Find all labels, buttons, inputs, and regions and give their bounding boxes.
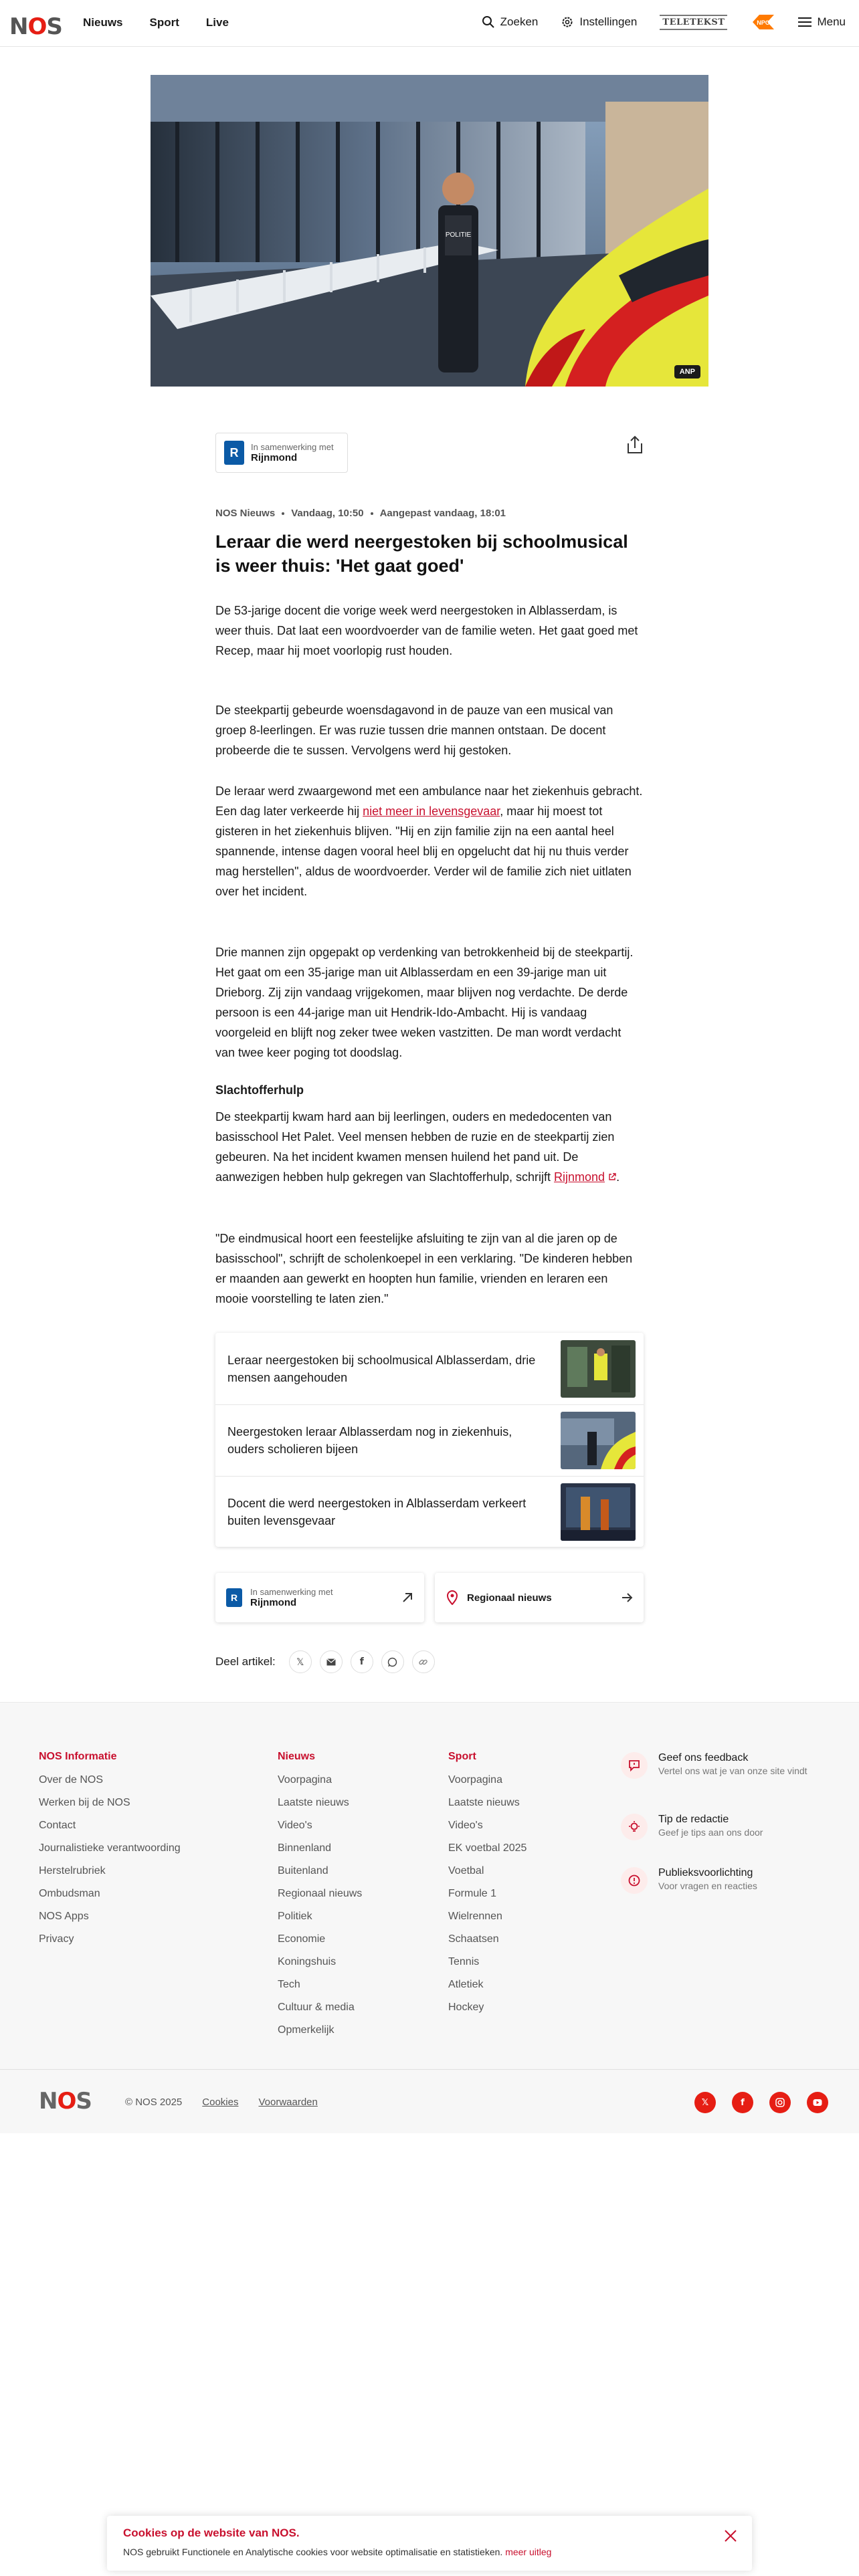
share-copy-link-button[interactable] xyxy=(412,1650,435,1673)
footer-link[interactable]: Video's xyxy=(448,1820,483,1831)
menu-button[interactable] xyxy=(798,15,846,29)
nav-sport[interactable]: Sport xyxy=(149,16,179,29)
social-links xyxy=(694,2092,828,2113)
separator-dot xyxy=(371,512,373,515)
settings-label: Instellingen xyxy=(579,15,638,28)
site-header xyxy=(0,0,859,47)
related-thumbnail xyxy=(561,1483,636,1541)
regional-news-box[interactable] xyxy=(435,1573,644,1622)
footer-link[interactable]: Politiek xyxy=(278,1911,312,1922)
footer-link[interactable]: Laatste nieuws xyxy=(448,1797,520,1808)
facebook-social-icon[interactable]: f xyxy=(732,2092,753,2113)
teletekst-link[interactable]: TELETEKST xyxy=(660,15,727,30)
cookies-link[interactable]: Cookies xyxy=(202,2097,239,2108)
cookie-more-link[interactable]: meer uitleg xyxy=(505,2547,552,2557)
related-item[interactable] xyxy=(215,1404,644,1476)
article-published: Vandaag, 10:50 xyxy=(291,508,364,519)
card-subtitle: Voor vragen en reacties xyxy=(658,1881,757,1891)
photo-credit: ANP xyxy=(674,365,700,379)
footer-col-sport xyxy=(448,1751,527,2024)
footer-link[interactable]: Koningshuis xyxy=(278,1956,337,1967)
share-row xyxy=(215,1650,435,1673)
nos-logo[interactable]: NOS xyxy=(9,13,62,40)
footer-link[interactable]: Economie xyxy=(278,1933,326,1945)
regional-news-label: Regionaal nieuws xyxy=(467,1592,552,1604)
terms-link[interactable]: Voorwaarden xyxy=(258,2097,318,2108)
card-subtitle: Vertel ons wat je van onze site vindt xyxy=(658,1765,807,1776)
related-title: Neergestoken leraar Alblasserdam nog in ziekenhuis, ouders scholieren bijeen xyxy=(227,1425,512,1456)
card-title: Publieksvoorlichting xyxy=(658,1867,753,1879)
collab-prefix: In samenwerking met xyxy=(251,442,334,452)
external-link-icon xyxy=(608,1173,616,1181)
footer-link[interactable]: Binnenland xyxy=(278,1842,332,1854)
share-facebook-button[interactable] xyxy=(351,1650,373,1673)
footer-link[interactable]: Cultuur & media xyxy=(278,2002,355,2013)
cookie-body: NOS gebruikt Functionele en Analytische cookies voor website optimalisatie en statistieken. xyxy=(123,2547,506,2557)
article-paragraph-1: De 53-jarige docent die vorige week werd neergestoken in Alblasserdam, is weer thuis. Dat laat een woordvoerder van de familie weten. Het gaat goed met Recep, maar hij moet voorlopig rust houden. xyxy=(215,604,638,657)
footer-link[interactable]: Hockey xyxy=(448,2002,484,2013)
paragraph-text: . xyxy=(616,1170,620,1184)
footer-link[interactable]: Atletiek xyxy=(448,1979,484,1990)
collab-badge[interactable] xyxy=(215,433,348,473)
card-title: Geef ons feedback xyxy=(658,1752,749,1763)
settings-button[interactable] xyxy=(561,15,637,29)
copyright: © NOS 2025 xyxy=(125,2097,183,2108)
rijnmond-link[interactable]: Rijnmond xyxy=(554,1170,605,1184)
article-paragraph-2: De steekpartij gebeurde woensdagavond in de pauze van een musical van groep 8-leerlingen. Er was ruzie tussen drie mannen ontstaan. De docent probeerde die te sussen. Vervolgens werd hij gestoken. xyxy=(215,704,613,757)
paragraph-text: De leraar werd zwaargewond met een ambulance naar het ziekenhuis gebracht. Een dag later verkeerde hij xyxy=(215,784,643,818)
separator-dot xyxy=(282,512,284,515)
article-paragraph-4: Drie mannen zijn opgepakt op verdenking van betrokkenheid bij de steekpartij. Het gaat om een 35-jarige man uit Alblasserdam en een 39-jarige man uit Drieborg. Zij zijn vandaag vrijgekomen, maar blijven nog verdachte. De derde persoon is een 44-jarige man uit Hendrik-Ido-Ambacht. Hij is vandaag voorgeleid en blijft nog zeker twee weken vastzitten. De man wordt verdacht van twee keer poging tot doodslag. xyxy=(215,946,634,1059)
footer-link[interactable]: Laatste nieuws xyxy=(278,1797,349,1808)
cookie-close-button[interactable] xyxy=(723,2528,739,2544)
npo-logo[interactable] xyxy=(750,12,775,32)
cookie-text xyxy=(123,2547,736,2557)
youtube-social-icon[interactable] xyxy=(807,2092,828,2113)
gear-icon xyxy=(561,15,574,29)
footer-nos-logo[interactable]: NOS xyxy=(39,2088,92,2115)
nav-nieuws[interactable]: Nieuws xyxy=(83,16,123,29)
arrow-up-right-icon xyxy=(401,1592,413,1604)
footer-link[interactable]: Buitenland xyxy=(278,1865,328,1876)
share-whatsapp-button[interactable] xyxy=(381,1650,404,1673)
footer-link[interactable]: Schaatsen xyxy=(448,1933,499,1945)
hero-image xyxy=(151,75,708,387)
x-social-icon[interactable]: 𝕏 xyxy=(694,2092,716,2113)
footer-link[interactable]: Formule 1 xyxy=(448,1888,497,1899)
tip-card[interactable] xyxy=(621,1814,814,1840)
paragraph-text: De steekpartij kwam hard aan bij leerlingen, ouders en mededocenten van basisschool Het Palet. Veel mensen hebben de ruzie en de steekpartij zien gebeuren. Na het incident kwamen mensen huilend het pand uit. De aanwezigen hebben hulp gekregen van Slachtofferhulp, schrijft xyxy=(215,1110,615,1184)
footer-link[interactable]: Voorpagina xyxy=(448,1774,502,1786)
footer-link[interactable]: Voorpagina xyxy=(278,1774,332,1786)
hamburger-icon xyxy=(798,17,812,27)
share-icon xyxy=(626,435,644,455)
lightbulb-icon xyxy=(621,1814,648,1840)
related-item[interactable] xyxy=(215,1476,644,1547)
footer-link[interactable]: Tech xyxy=(278,1979,300,1990)
footer-link[interactable]: Contact xyxy=(39,1820,76,1831)
article-paragraph-5 xyxy=(215,1107,644,1187)
instagram-social-icon[interactable] xyxy=(769,2092,791,2113)
footer-link[interactable]: Herstelrubriek xyxy=(39,1865,106,1876)
npo-text: NPO xyxy=(757,19,771,26)
police-text: POLITIE xyxy=(445,231,472,239)
footer-col-nieuws xyxy=(278,1751,362,2046)
footer-link[interactable]: Journalistieke verantwoording xyxy=(39,1842,181,1854)
related-thumbnail xyxy=(561,1412,636,1469)
related-thumbnail xyxy=(561,1340,636,1398)
footer-link[interactable]: Over de NOS xyxy=(39,1774,104,1786)
search-button[interactable] xyxy=(482,15,539,29)
search-label: Zoeken xyxy=(500,15,539,28)
cookie-title: Cookies op de website van NOS. xyxy=(123,2527,300,2539)
footer-col-title: Nieuws xyxy=(278,1751,316,1762)
article-title: Leraar die werd neergestoken bij schoolmusical is weer thuis: 'Het gaat goed' xyxy=(215,532,628,576)
hero-photo xyxy=(151,75,708,387)
close-icon xyxy=(723,2528,739,2544)
collab-prefix: In samenwerking met xyxy=(250,1587,333,1597)
facebook-icon: f xyxy=(359,1656,364,1667)
footer-link[interactable]: Ombudsman xyxy=(39,1888,100,1899)
collab-partner: Rijnmond xyxy=(250,1597,297,1608)
collab-box[interactable] xyxy=(215,1573,424,1622)
mail-icon xyxy=(326,1658,336,1666)
footer-link[interactable]: Regionaal nieuws xyxy=(278,1888,363,1899)
search-icon xyxy=(482,15,495,29)
cookie-banner xyxy=(107,2516,752,2571)
article-updated: Aangepast vandaag, 18:01 xyxy=(379,508,506,519)
footer-link[interactable]: Wielrennen xyxy=(448,1911,502,1922)
article-paragraph-6: "De eindmusical hoort een feestelijke afsluiting te zijn van al die jaren op de basisschool", schrijft de scholenkoepel in een verklaring. "De kinderen hebben er maanden aan gewerkt en hoopten hun familie, vrienden en leraren een mooie voorstelling te laten zien." xyxy=(215,1232,633,1305)
whatsapp-icon xyxy=(387,1657,397,1667)
footer-col-title: NOS Informatie xyxy=(39,1751,117,1762)
card-subtitle: Geef je tips aan ons door xyxy=(658,1827,763,1838)
article-meta xyxy=(215,508,506,519)
main-nav xyxy=(83,16,229,29)
levensgevaar-link[interactable]: niet meer in levensgevaar xyxy=(363,804,500,818)
related-articles xyxy=(215,1333,644,1547)
footer-link[interactable]: Voetbal xyxy=(448,1865,484,1876)
link-icon xyxy=(418,1657,428,1667)
footer-legal xyxy=(125,2097,318,2108)
rijnmond-logo-icon: R xyxy=(224,441,244,465)
footer-link[interactable]: EK voetbal 2025 xyxy=(448,1842,527,1854)
footer-link[interactable]: NOS Apps xyxy=(39,1911,89,1922)
feedback-card[interactable] xyxy=(621,1752,814,1779)
collab-partner: Rijnmond xyxy=(251,452,298,463)
footer-link[interactable]: Opmerkelijk xyxy=(278,2024,335,2036)
footer-link[interactable]: Privacy xyxy=(39,1933,74,1945)
card-title: Tip de redactie xyxy=(658,1814,729,1825)
info-icon xyxy=(621,1867,648,1894)
menu-label: Menu xyxy=(817,15,846,28)
feedback-icon xyxy=(621,1752,648,1779)
info-card[interactable] xyxy=(621,1867,814,1894)
x-icon: 𝕏 xyxy=(296,1656,304,1667)
npo-icon xyxy=(750,12,775,32)
location-pin-icon xyxy=(446,1590,459,1605)
related-title: Docent die werd neergestoken in Alblasserdam verkeert buiten levensgevaar xyxy=(227,1497,527,1527)
share-label: Deel artikel: xyxy=(215,1655,276,1668)
share-button[interactable] xyxy=(626,435,644,455)
article-paragraph-3 xyxy=(215,781,644,901)
paragraph-text: , maar hij moest tot gisteren in het ziekenhuis blijven. "Hij en zijn familie zijn na een aantal heel spannende, intense dagen vooral heel blij en opgelucht dat hij nu thuis verder mag herstellen", aldus de woordvoerder. Verder wil de familie zich niet uitlaten over het incident. xyxy=(215,804,632,898)
article-source: NOS Nieuws xyxy=(215,508,276,519)
article-subheading: Slachtofferhulp xyxy=(215,1083,304,1097)
footer-col-title: Sport xyxy=(448,1751,476,1762)
related-title: Leraar neergestoken bij schoolmusical Alblasserdam, drie mensen aangehouden xyxy=(227,1353,536,1384)
share-email-button[interactable] xyxy=(320,1650,343,1673)
related-item[interactable] xyxy=(215,1333,644,1404)
share-x-button[interactable] xyxy=(289,1650,312,1673)
arrow-right-icon xyxy=(621,1592,633,1604)
footer-link[interactable]: Tennis xyxy=(448,1956,480,1967)
footer-link[interactable]: Werken bij de NOS xyxy=(39,1797,130,1808)
footer-link[interactable]: Video's xyxy=(278,1820,312,1831)
footer-col-nos-info xyxy=(39,1751,181,1955)
rijnmond-logo-icon: R xyxy=(226,1588,242,1607)
nav-live[interactable]: Live xyxy=(205,16,229,29)
